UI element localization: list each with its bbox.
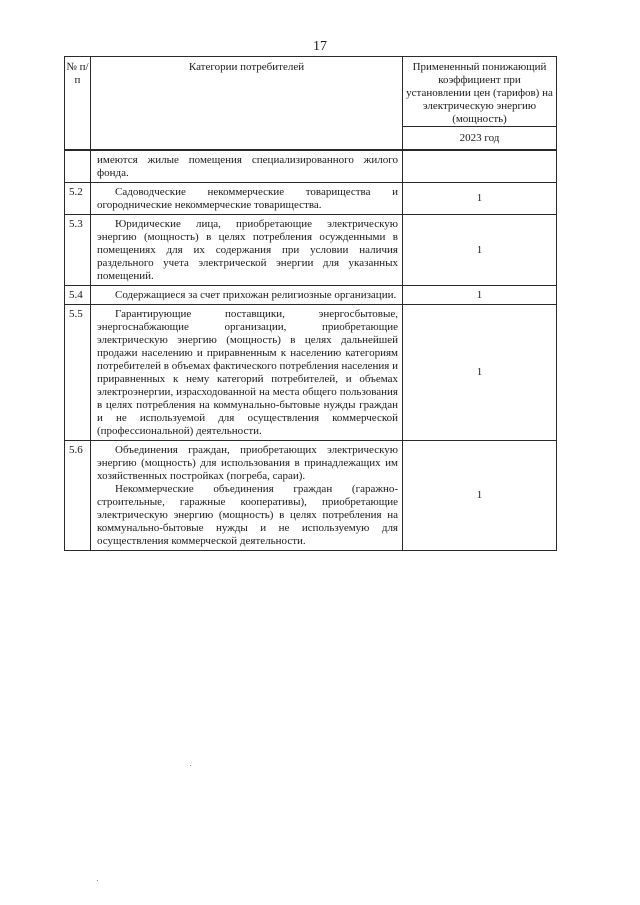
scan-speck xyxy=(97,880,98,881)
row-coefficient xyxy=(403,151,557,183)
header-coefficient: Примененный понижающий коэффициент при установлении цен (тарифов) на электрическую энергию (мощность) xyxy=(403,57,557,127)
row-category xyxy=(91,286,403,305)
table-row xyxy=(65,286,557,305)
row-number xyxy=(65,151,91,183)
table-body xyxy=(65,151,557,551)
row-coefficient: 1 xyxy=(403,305,557,441)
table-row xyxy=(65,441,557,551)
row-number: 5.5 xyxy=(65,305,91,441)
row-number: 5.4 xyxy=(65,286,91,305)
row-category xyxy=(91,151,403,183)
category-paragraph: имеются жилые помещения специализированного жилого фонда. xyxy=(97,154,398,179)
table-row xyxy=(65,305,557,441)
row-category xyxy=(91,183,403,215)
category-paragraph: Гарантирующие поставщики, энергосбытовые, энергоснабжающие организации, приобретающие электрическую энергию (мощность) в целях дальнейшей продажи населению и приравненным к населению категориям потребителей в объемах фактического потребления населения и приравненных к нему категорий потребителей, и объемах электроэнергии, израсходованной на места общего пользования в целях потребления на коммунально-бытовые нужды граждан и не используемой для осуществления коммерческой (профессиональной) деятельности. xyxy=(97,308,398,437)
tariff-coefficient-table xyxy=(64,56,557,551)
row-category xyxy=(91,215,403,286)
category-paragraph: Содержащиеся за счет прихожан религиозные организации. xyxy=(115,289,397,301)
table-row xyxy=(65,151,557,183)
row-coefficient: 1 xyxy=(403,183,557,215)
table-row xyxy=(65,215,557,286)
scan-speck xyxy=(190,765,191,766)
category-paragraph: Садоводческие некоммерческие товарищества и огороднические некоммерческие товарищества. xyxy=(97,186,398,211)
category-paragraph: Юридические лица, приобретающие электрическую энергию (мощность) в целях потребления осужденными в помещениях для их содержания при условии наличия раздельного учета электрической энергии для указанных помещений. xyxy=(97,218,398,282)
header-year: 2023 год xyxy=(403,127,557,150)
row-coefficient: 1 xyxy=(403,286,557,305)
table-row xyxy=(65,183,557,215)
page-number: 17 xyxy=(313,39,327,54)
category-paragraph: Объединения граждан, приобретающих электрическую энергию (мощность) для использования в принадлежащих им хозяйственных постройках (погреба, сараи). xyxy=(97,444,398,482)
header-number: № п/п xyxy=(65,57,91,150)
row-coefficient: 1 xyxy=(403,441,557,551)
row-number: 5.2 xyxy=(65,183,91,215)
row-number: 5.3 xyxy=(65,215,91,286)
header-category: Категории потребителей xyxy=(91,57,403,150)
row-coefficient: 1 xyxy=(403,215,557,286)
row-number: 5.6 xyxy=(65,441,91,551)
row-category xyxy=(91,441,403,551)
category-paragraph: Некоммерческие объединения граждан (гаражно-строительные, гаражные кооперативы), приобретающие электрическую энергию (мощность) в целях потребления на коммунально-бытовые нужды и не используемую для осуществления коммерческой деятельности. xyxy=(97,483,398,547)
row-category xyxy=(91,305,403,441)
